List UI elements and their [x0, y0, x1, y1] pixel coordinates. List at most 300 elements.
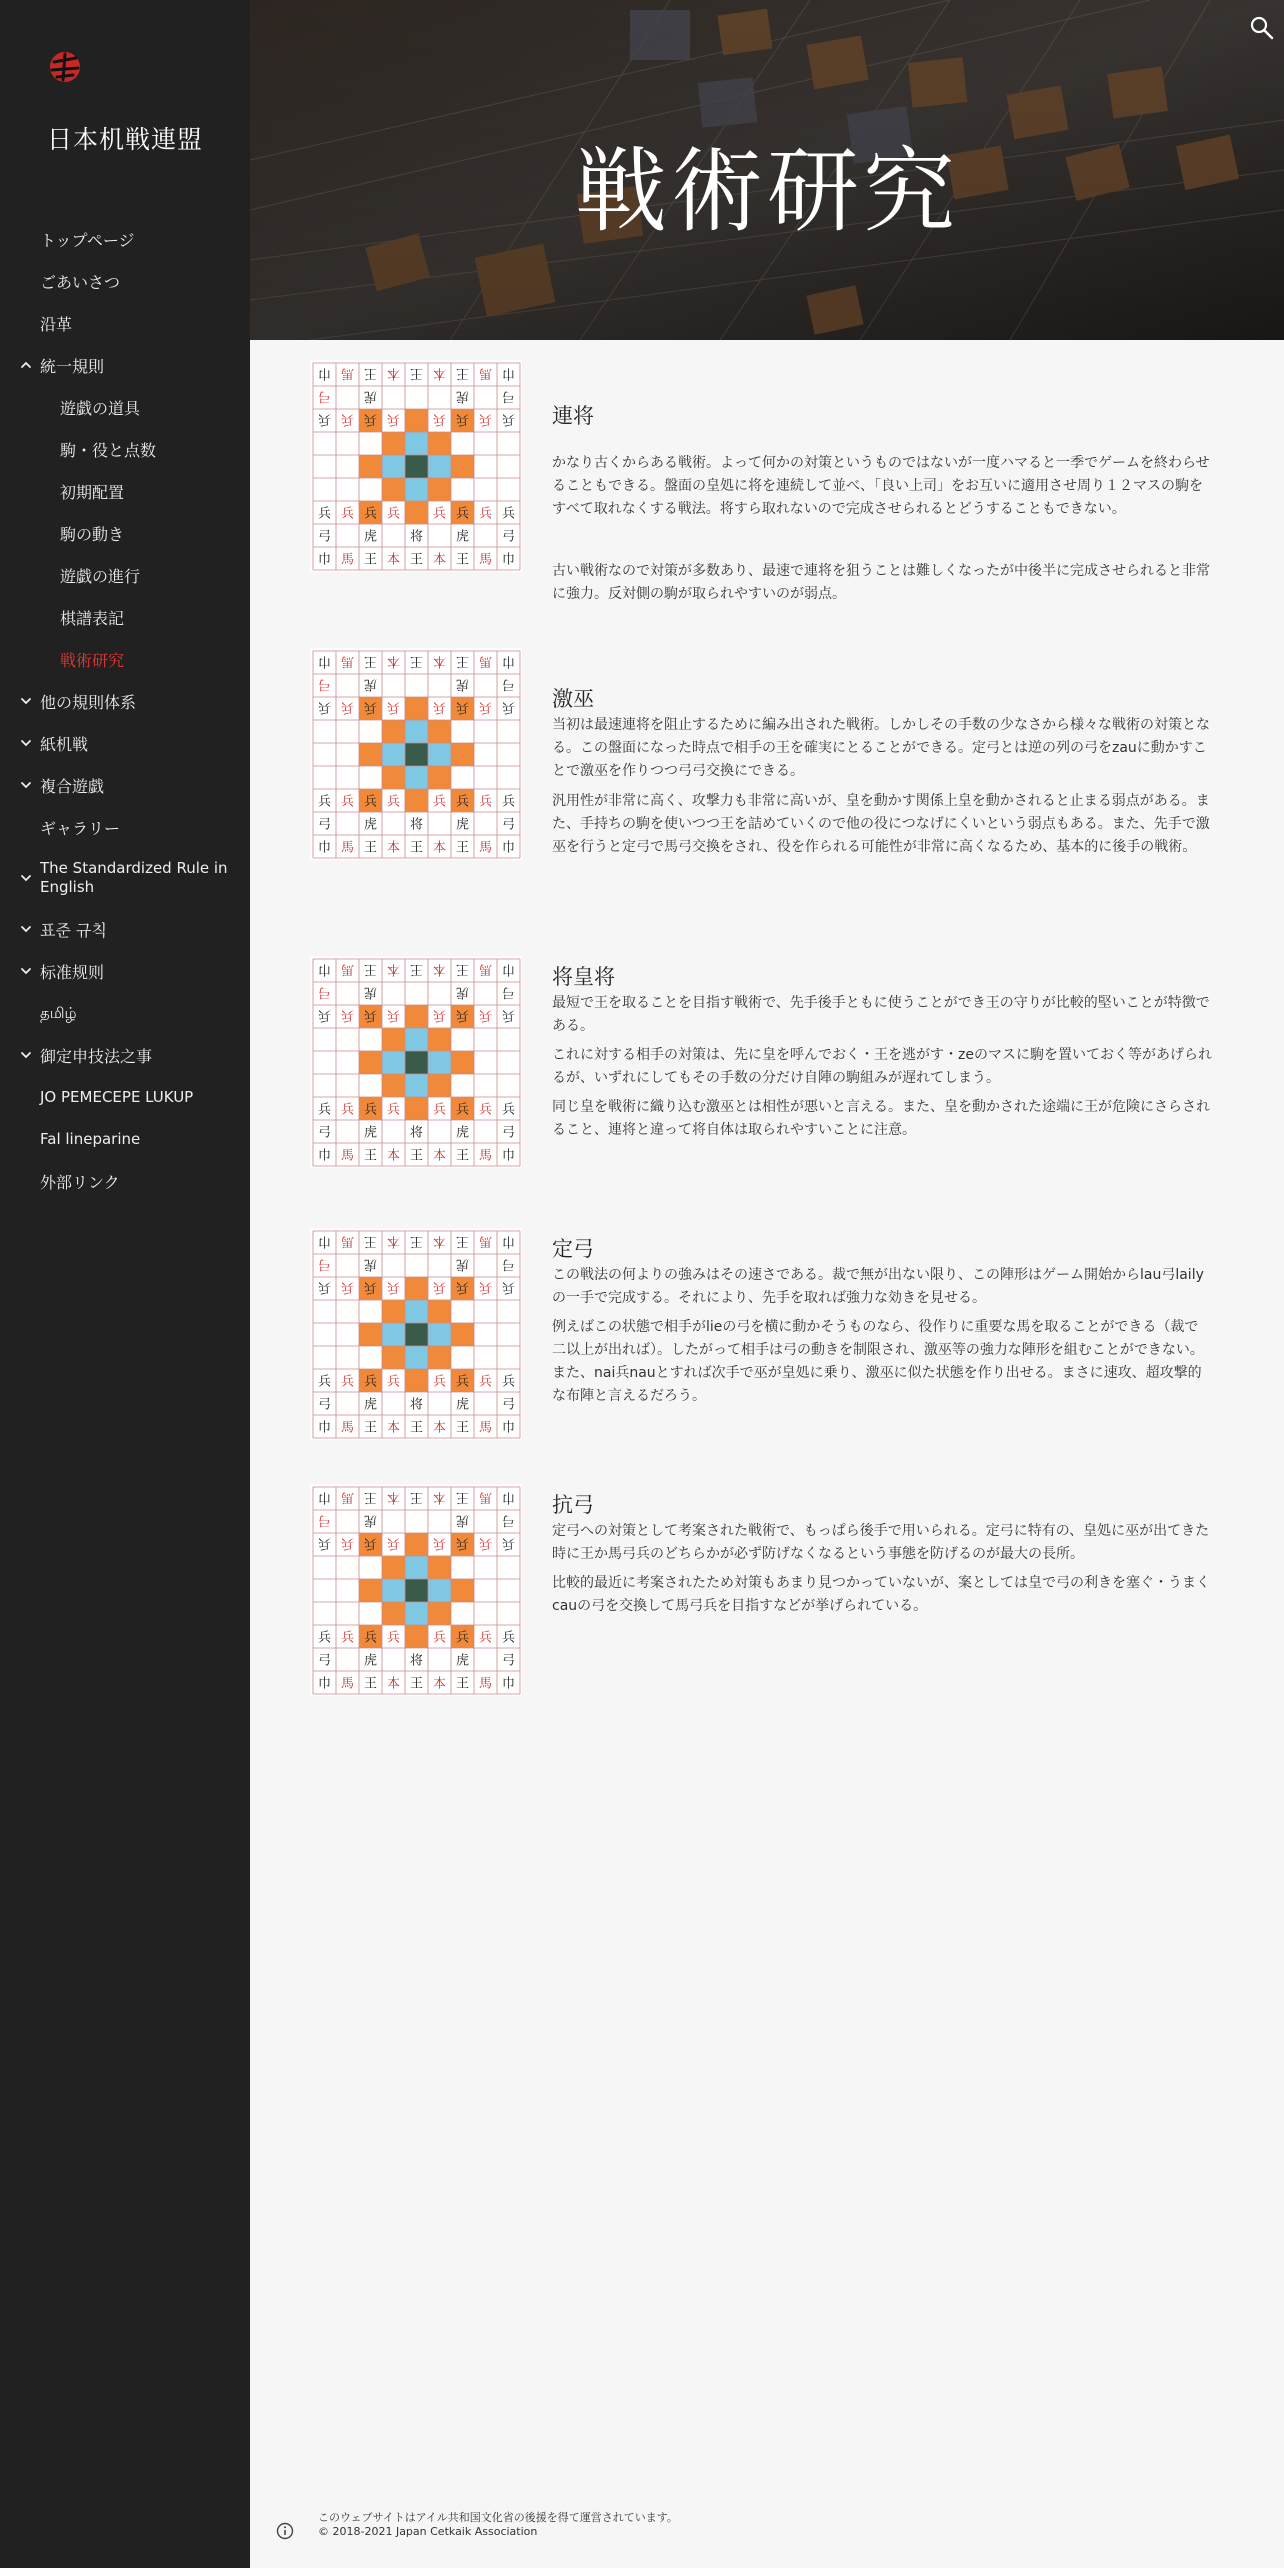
svg-text:王: 王 [409, 552, 424, 568]
hero-banner [250, 0, 1284, 340]
svg-text:弓: 弓 [317, 984, 332, 1000]
svg-text:兵: 兵 [363, 1535, 378, 1551]
svg-text:兵: 兵 [432, 1007, 447, 1023]
svg-text:兵: 兵 [317, 1535, 332, 1551]
svg-text:兵: 兵 [363, 1630, 378, 1646]
nav-item-label: 他の規則体系 [40, 692, 137, 712]
svg-text:王: 王 [363, 365, 378, 381]
svg-text:王: 王 [363, 840, 378, 856]
nav-item[interactable] [0, 680, 250, 722]
svg-text:王: 王 [455, 552, 470, 568]
nav-item[interactable] [0, 638, 250, 680]
svg-text:兵: 兵 [340, 1535, 355, 1551]
svg-text:巾: 巾 [501, 1148, 516, 1164]
section-paragraph: 同じ皇を戦術に織り込む激巫とは相性が悪いと言える。また、皇を動かされた途端に王が危険にさらされること、連将と違って将自体は取られやすいことに注意。 [552, 1099, 1210, 1138]
section-paragraph: この戦法の何よりの強みはその速さである。裁で無が出ない限り、この陣形はゲーム開始からlau弓lailyの一手で完成する。それにより、先手を取れば強力な効きを見せる。 [552, 1267, 1204, 1306]
svg-text:王: 王 [455, 840, 470, 856]
svg-text:虎: 虎 [363, 817, 378, 833]
svg-text:馬: 馬 [478, 1420, 493, 1436]
nav-item-label: 遊戯の進行 [60, 566, 141, 586]
svg-text:本: 本 [386, 961, 401, 977]
svg-text:虎: 虎 [455, 529, 470, 545]
svg-text:巾: 巾 [501, 653, 516, 669]
chevron-down-icon[interactable] [20, 965, 32, 977]
svg-text:巾: 巾 [317, 1148, 332, 1164]
svg-text:馬: 馬 [478, 840, 493, 856]
svg-text:虎: 虎 [455, 817, 470, 833]
nav-item[interactable] [0, 470, 250, 512]
svg-text:本: 本 [432, 1148, 447, 1164]
svg-text:兵: 兵 [363, 1374, 378, 1390]
svg-text:王: 王 [409, 1148, 424, 1164]
svg-text:兵: 兵 [340, 1374, 355, 1390]
svg-text:兵: 兵 [478, 794, 493, 810]
nav-item[interactable] [0, 302, 250, 344]
section-heading: 激巫 [552, 687, 594, 711]
svg-text:虎: 虎 [455, 388, 470, 404]
nav-item[interactable] [0, 1160, 250, 1202]
nav-item[interactable] [0, 950, 250, 992]
section-heading: 将皇将 [552, 965, 615, 989]
svg-text:巾: 巾 [317, 1676, 332, 1692]
svg-text:王: 王 [455, 1676, 470, 1692]
page-title: 戦術研究 [574, 138, 959, 245]
svg-text:弓: 弓 [501, 984, 516, 1000]
nav-item-label: தமிழ் [40, 1003, 77, 1022]
svg-text:王: 王 [455, 365, 470, 381]
svg-text:虎: 虎 [455, 1256, 470, 1272]
svg-text:王: 王 [409, 1233, 424, 1249]
svg-text:虎: 虎 [363, 676, 378, 692]
svg-text:兵: 兵 [386, 506, 401, 522]
svg-text:巾: 巾 [317, 1233, 332, 1249]
nav-item[interactable] [0, 386, 250, 428]
svg-text:馬: 馬 [340, 365, 355, 381]
nav-item-label: 戦術研究 [60, 650, 125, 670]
svg-text:巾: 巾 [317, 653, 332, 669]
svg-text:巾: 巾 [317, 1420, 332, 1436]
svg-text:兵: 兵 [317, 411, 332, 427]
svg-text:虎: 虎 [455, 1653, 470, 1669]
svg-text:弓: 弓 [317, 1653, 332, 1669]
svg-text:虎: 虎 [363, 529, 378, 545]
svg-text:虎: 虎 [455, 676, 470, 692]
svg-text:弓: 弓 [501, 1512, 516, 1528]
nav-item[interactable] [0, 806, 250, 848]
svg-text:本: 本 [432, 961, 447, 977]
svg-text:弓: 弓 [317, 676, 332, 692]
svg-text:巾: 巾 [317, 840, 332, 856]
svg-text:本: 本 [432, 840, 447, 856]
svg-text:兵: 兵 [340, 1630, 355, 1646]
section-paragraph: 古い戦術なので対策が多数あり、最速で連将を狙うことは難しくなったが中後半に完成させられると非常に強力。反対側の駒が取られやすいのが弱点。 [552, 563, 1210, 602]
svg-text:兵: 兵 [363, 794, 378, 810]
svg-text:兵: 兵 [340, 1279, 355, 1295]
svg-text:王: 王 [455, 1148, 470, 1164]
svg-text:兵: 兵 [386, 411, 401, 427]
svg-text:虎: 虎 [363, 1125, 378, 1141]
svg-text:兵: 兵 [432, 1630, 447, 1646]
svg-text:兵: 兵 [363, 1279, 378, 1295]
tactic-board-diagram [310, 1228, 522, 1440]
svg-text:兵: 兵 [340, 411, 355, 427]
svg-text:本: 本 [432, 1233, 447, 1249]
svg-text:本: 本 [386, 1148, 401, 1164]
nav-item[interactable] [0, 218, 250, 260]
svg-text:本: 本 [432, 1489, 447, 1505]
svg-text:弓: 弓 [501, 1125, 516, 1141]
svg-text:弓: 弓 [501, 1397, 516, 1413]
svg-text:巾: 巾 [501, 1420, 516, 1436]
svg-text:将: 将 [409, 817, 424, 833]
svg-text:王: 王 [409, 961, 424, 977]
nav-item[interactable] [0, 908, 250, 950]
nav-item[interactable] [0, 1118, 250, 1160]
svg-text:馬: 馬 [478, 365, 493, 381]
chevron-up-icon[interactable] [20, 359, 32, 371]
svg-text:本: 本 [432, 552, 447, 568]
svg-text:本: 本 [386, 653, 401, 669]
svg-text:兵: 兵 [455, 1535, 470, 1551]
nav-item-label: トップページ [40, 230, 135, 250]
svg-text:兵: 兵 [432, 411, 447, 427]
svg-text:兵: 兵 [386, 1102, 401, 1118]
svg-text:兵: 兵 [386, 1630, 401, 1646]
svg-text:弓: 弓 [317, 1125, 332, 1141]
svg-text:兵: 兵 [386, 1374, 401, 1390]
svg-text:兵: 兵 [317, 1007, 332, 1023]
nav-item[interactable] [0, 722, 250, 764]
logo-icon[interactable] [46, 48, 84, 86]
svg-text:馬: 馬 [478, 1233, 493, 1249]
svg-text:兵: 兵 [340, 1007, 355, 1023]
svg-text:兵: 兵 [363, 699, 378, 715]
footer-sponsor-notice: このウェブサイトはアイル共和国文化省の後援を得て運営されています。 [318, 2511, 678, 2524]
nav-item-label: 複合遊戯 [40, 776, 105, 796]
nav-item[interactable] [0, 764, 250, 806]
svg-text:兵: 兵 [386, 699, 401, 715]
svg-text:兵: 兵 [363, 411, 378, 427]
svg-text:兵: 兵 [432, 1102, 447, 1118]
svg-text:兵: 兵 [386, 1535, 401, 1551]
svg-text:馬: 馬 [340, 552, 355, 568]
svg-text:王: 王 [455, 1420, 470, 1436]
svg-text:馬: 馬 [340, 1148, 355, 1164]
section-paragraph: 比較的最近に考案されたため対策もあまり見つかっていないが、案としては皇で弓の利きを塞ぐ・うまくcauの弓を交換して馬弓兵を目指すなどが挙げられている。 [552, 1575, 1210, 1614]
svg-text:弓: 弓 [317, 1512, 332, 1528]
svg-text:虎: 虎 [455, 1397, 470, 1413]
svg-text:馬: 馬 [478, 653, 493, 669]
svg-text:弓: 弓 [317, 1256, 332, 1272]
svg-text:将: 将 [409, 1653, 424, 1669]
nav-item-label: 初期配置 [60, 482, 125, 502]
svg-text:兵: 兵 [432, 1374, 447, 1390]
svg-text:弓: 弓 [317, 817, 332, 833]
chevron-down-icon[interactable] [20, 779, 32, 791]
svg-text:巾: 巾 [317, 1489, 332, 1505]
svg-text:弓: 弓 [501, 1256, 516, 1272]
section-paragraph: 定弓への対策として考案された戦術で、もっぱら後手で用いられる。定弓に特有の、皇処に巫が出てきた時に王か馬弓兵のどちらかが必ず防げなくなるという事態を防げるのが最大の長所。 [552, 1523, 1210, 1562]
nav-item-label: 外部リンク [40, 1172, 120, 1192]
nav-item-label: Fal lineparine [40, 1129, 141, 1148]
svg-text:兵: 兵 [386, 794, 401, 810]
tactic-board-diagram [310, 956, 522, 1168]
svg-text:虎: 虎 [363, 1512, 378, 1528]
svg-text:兵: 兵 [455, 1279, 470, 1295]
svg-text:虎: 虎 [363, 1256, 378, 1272]
svg-text:馬: 馬 [478, 552, 493, 568]
svg-text:本: 本 [386, 365, 401, 381]
svg-text:兵: 兵 [363, 506, 378, 522]
svg-text:弓: 弓 [501, 817, 516, 833]
svg-text:本: 本 [432, 365, 447, 381]
nav-item-label: ごあいさつ [40, 272, 121, 292]
svg-text:虎: 虎 [363, 984, 378, 1000]
svg-text:兵: 兵 [340, 699, 355, 715]
svg-text:兵: 兵 [455, 1630, 470, 1646]
svg-text:将: 将 [409, 529, 424, 545]
site-title[interactable]: 日本机戦連盟 [46, 125, 203, 154]
svg-text:弓: 弓 [501, 676, 516, 692]
svg-text:王: 王 [409, 840, 424, 856]
svg-text:馬: 馬 [340, 653, 355, 669]
search-icon[interactable] [1248, 14, 1276, 42]
svg-text:巾: 巾 [501, 552, 516, 568]
svg-text:王: 王 [363, 1489, 378, 1505]
svg-text:虎: 虎 [455, 1512, 470, 1528]
section-paragraph: これに対する相手の対策は、先に皇を呼んでおく・王を逃がす・zeのマスに駒を置いておく等があげられるが、いずれにしてもその手数の分だけ自陣の駒組みが遅れてしまう。 [552, 1047, 1212, 1086]
nav-item-label: 标准规则 [40, 962, 105, 982]
svg-text:兵: 兵 [478, 1279, 493, 1295]
nav-item-label: 표준 규칙 [40, 920, 107, 940]
svg-text:王: 王 [363, 1148, 378, 1164]
svg-text:兵: 兵 [432, 699, 447, 715]
svg-text:巾: 巾 [317, 552, 332, 568]
svg-text:兵: 兵 [317, 506, 332, 522]
svg-text:虎: 虎 [363, 1653, 378, 1669]
svg-text:兵: 兵 [501, 794, 516, 810]
svg-text:兵: 兵 [317, 794, 332, 810]
section-paragraph: 当初は最速連将を阻止するために編み出された戦術。しかしその手数の少なさから様々な戦術の対策となる。この盤面になった時点で相手の王を確実にとることができる。定弓とは逆の列の弓をzauに動かすことで激巫を作りつつ弓弓交換にできる。 [552, 717, 1210, 779]
svg-text:王: 王 [363, 1233, 378, 1249]
svg-text:虎: 虎 [363, 1397, 378, 1413]
svg-text:巾: 巾 [501, 1233, 516, 1249]
chevron-down-icon[interactable] [20, 737, 32, 749]
nav-item[interactable] [0, 992, 250, 1034]
tactic-board-diagram [310, 1484, 522, 1696]
svg-text:兵: 兵 [501, 1007, 516, 1023]
nav-item[interactable] [0, 344, 250, 386]
svg-text:巾: 巾 [501, 365, 516, 381]
footer-copyright: © 2018-2021 Japan Cetkaik Association [318, 2525, 538, 2538]
svg-text:兵: 兵 [455, 794, 470, 810]
svg-text:兵: 兵 [317, 1279, 332, 1295]
svg-text:兵: 兵 [317, 1630, 332, 1646]
svg-text:兵: 兵 [363, 1102, 378, 1118]
section-paragraph: 最短で王を取ることを目指す戦術で、先手後手ともに使うことができ王の守りが比較的堅いことが特徴である。 [552, 995, 1210, 1034]
svg-text:馬: 馬 [478, 961, 493, 977]
section-heading: 定弓 [552, 1237, 594, 1261]
nav-item-label: JO PEMECEPE LUKUP [40, 1087, 194, 1106]
svg-text:王: 王 [455, 1233, 470, 1249]
svg-text:王: 王 [409, 1489, 424, 1505]
svg-text:兵: 兵 [501, 1374, 516, 1390]
section-paragraph: 汎用性が非常に高く、攻撃力も非常に高いが、皇を動かす関係上皇を動かされると止まる弱点がある。また、手持ちの駒を使いつつ王を詰めていくので他の役につなげにくいという弱点もある。また、先手で激巫を行うと定弓で馬弓交換をされ、役を作られる可能性が非常に高くなるため、基本的に後手の戦術。 [552, 793, 1210, 855]
svg-text:巾: 巾 [317, 961, 332, 977]
svg-text:兵: 兵 [340, 506, 355, 522]
svg-text:将: 将 [409, 1397, 424, 1413]
svg-text:兵: 兵 [501, 1535, 516, 1551]
svg-text:兵: 兵 [386, 1279, 401, 1295]
svg-text:王: 王 [455, 961, 470, 977]
svg-text:王: 王 [455, 653, 470, 669]
nav-item-label: 遊戯の道具 [60, 398, 141, 418]
svg-text:王: 王 [409, 1420, 424, 1436]
svg-text:虎: 虎 [363, 388, 378, 404]
svg-text:兵: 兵 [432, 1279, 447, 1295]
nav-item-label: 棋譜表記 [60, 608, 125, 628]
svg-text:兵: 兵 [501, 411, 516, 427]
svg-text:本: 本 [432, 653, 447, 669]
svg-text:兵: 兵 [363, 1007, 378, 1023]
svg-text:兵: 兵 [455, 1374, 470, 1390]
section-paragraph: 例えばこの状態で相手がlieの弓を横に動かそうものなら、役作りに重要な馬を取ることができる（裁で二以上が出れば）。したがって相手は弓の動きを制限され、激巫等の強力な陣形を組むことができない。また、nai兵nauとすれば次手で巫が皇処に乗り、激巫に似た状態を作り出せる。まさに速攻、超攻撃的な布陣と言えるだろう。 [552, 1319, 1204, 1404]
svg-text:虎: 虎 [455, 1125, 470, 1141]
section-paragraph: かなり古くからある戦術。よって何かの対策というものではないが一度ハマると一季でゲームを終わらせることもできる。盤面の皇処に将を連続して並べ、「良い上司」をお互いに適用させ周り１２マスの駒をすべて取れなくする戦法。将すら取れないので完成させられるとどうすることもできない。 [552, 455, 1210, 517]
svg-text:兵: 兵 [501, 1102, 516, 1118]
svg-text:兵: 兵 [386, 1007, 401, 1023]
svg-text:巾: 巾 [501, 840, 516, 856]
svg-text:兵: 兵 [478, 1102, 493, 1118]
svg-text:兵: 兵 [455, 1102, 470, 1118]
nav-item[interactable] [0, 428, 250, 470]
nav-item[interactable] [0, 848, 250, 908]
site-navigation [0, 218, 250, 1202]
nav-item[interactable] [0, 596, 250, 638]
svg-text:兵: 兵 [478, 411, 493, 427]
svg-text:巾: 巾 [501, 961, 516, 977]
svg-text:将: 将 [409, 1125, 424, 1141]
svg-text:馬: 馬 [340, 1489, 355, 1505]
svg-text:兵: 兵 [478, 1535, 493, 1551]
svg-text:弓: 弓 [317, 529, 332, 545]
svg-text:本: 本 [386, 1233, 401, 1249]
svg-text:本: 本 [432, 1420, 447, 1436]
nav-item-label: 駒の動き [60, 524, 125, 544]
svg-text:馬: 馬 [340, 840, 355, 856]
svg-text:兵: 兵 [340, 1102, 355, 1118]
svg-text:本: 本 [432, 1676, 447, 1692]
svg-text:兵: 兵 [478, 1007, 493, 1023]
section-heading: 連将 [552, 404, 594, 428]
chevron-down-icon[interactable] [20, 872, 32, 884]
svg-text:王: 王 [363, 653, 378, 669]
svg-text:本: 本 [386, 1489, 401, 1505]
svg-text:巾: 巾 [501, 1676, 516, 1692]
nav-item-label: 駒・役と点数 [60, 440, 157, 460]
nav-item[interactable] [0, 554, 250, 596]
svg-text:巾: 巾 [501, 1489, 516, 1505]
svg-text:弓: 弓 [317, 1397, 332, 1413]
svg-text:王: 王 [409, 653, 424, 669]
svg-text:兵: 兵 [317, 1374, 332, 1390]
svg-text:本: 本 [386, 840, 401, 856]
svg-text:兵: 兵 [455, 506, 470, 522]
svg-text:兵: 兵 [432, 794, 447, 810]
svg-text:兵: 兵 [317, 699, 332, 715]
svg-text:本: 本 [386, 1676, 401, 1692]
chevron-down-icon[interactable] [20, 695, 32, 707]
svg-text:兵: 兵 [455, 411, 470, 427]
svg-text:馬: 馬 [478, 1676, 493, 1692]
tactic-board-diagram [310, 648, 522, 860]
svg-text:巾: 巾 [317, 365, 332, 381]
svg-text:兵: 兵 [340, 794, 355, 810]
svg-text:王: 王 [363, 552, 378, 568]
svg-text:兵: 兵 [478, 699, 493, 715]
nav-item-label: 沿革 [40, 314, 73, 334]
svg-text:王: 王 [363, 961, 378, 977]
svg-text:馬: 馬 [478, 1489, 493, 1505]
svg-text:虎: 虎 [455, 984, 470, 1000]
tactic-board-diagram [310, 360, 522, 572]
svg-text:王: 王 [409, 1676, 424, 1692]
svg-text:弓: 弓 [501, 529, 516, 545]
svg-text:兵: 兵 [478, 506, 493, 522]
svg-text:王: 王 [363, 1676, 378, 1692]
svg-text:兵: 兵 [501, 506, 516, 522]
svg-text:兵: 兵 [478, 1374, 493, 1390]
info-icon[interactable] [276, 2522, 294, 2540]
nav-item-label: 統一規則 [40, 356, 105, 376]
svg-text:兵: 兵 [317, 1102, 332, 1118]
nav-item-label: ギャラリー [40, 818, 121, 838]
svg-text:兵: 兵 [432, 506, 447, 522]
svg-text:馬: 馬 [340, 1233, 355, 1249]
nav-item[interactable] [0, 1076, 250, 1118]
sidebar [0, 0, 250, 2568]
svg-text:王: 王 [363, 1420, 378, 1436]
svg-text:兵: 兵 [455, 699, 470, 715]
nav-item[interactable] [0, 1034, 250, 1076]
svg-text:兵: 兵 [478, 1630, 493, 1646]
footer [318, 2511, 678, 2539]
chevron-down-icon[interactable] [20, 1049, 32, 1061]
svg-text:兵: 兵 [432, 1535, 447, 1551]
svg-text:本: 本 [386, 552, 401, 568]
svg-text:馬: 馬 [478, 1148, 493, 1164]
nav-item-label: The Standardized Rule in English [40, 859, 228, 896]
svg-text:弓: 弓 [501, 1653, 516, 1669]
chevron-down-icon[interactable] [20, 923, 32, 935]
svg-text:兵: 兵 [501, 699, 516, 715]
svg-text:弓: 弓 [501, 388, 516, 404]
svg-text:兵: 兵 [455, 1007, 470, 1023]
svg-text:兵: 兵 [501, 1630, 516, 1646]
svg-text:馬: 馬 [340, 1420, 355, 1436]
nav-item-label: 御定申技法之事 [40, 1046, 153, 1066]
svg-text:弓: 弓 [317, 388, 332, 404]
svg-text:本: 本 [386, 1420, 401, 1436]
svg-text:王: 王 [409, 365, 424, 381]
svg-text:馬: 馬 [340, 1676, 355, 1692]
nav-item[interactable] [0, 512, 250, 554]
svg-text:王: 王 [455, 1489, 470, 1505]
nav-item[interactable] [0, 260, 250, 302]
svg-text:兵: 兵 [501, 1279, 516, 1295]
section-heading: 抗弓 [552, 1493, 594, 1517]
nav-item-label: 紙机戦 [40, 734, 89, 754]
